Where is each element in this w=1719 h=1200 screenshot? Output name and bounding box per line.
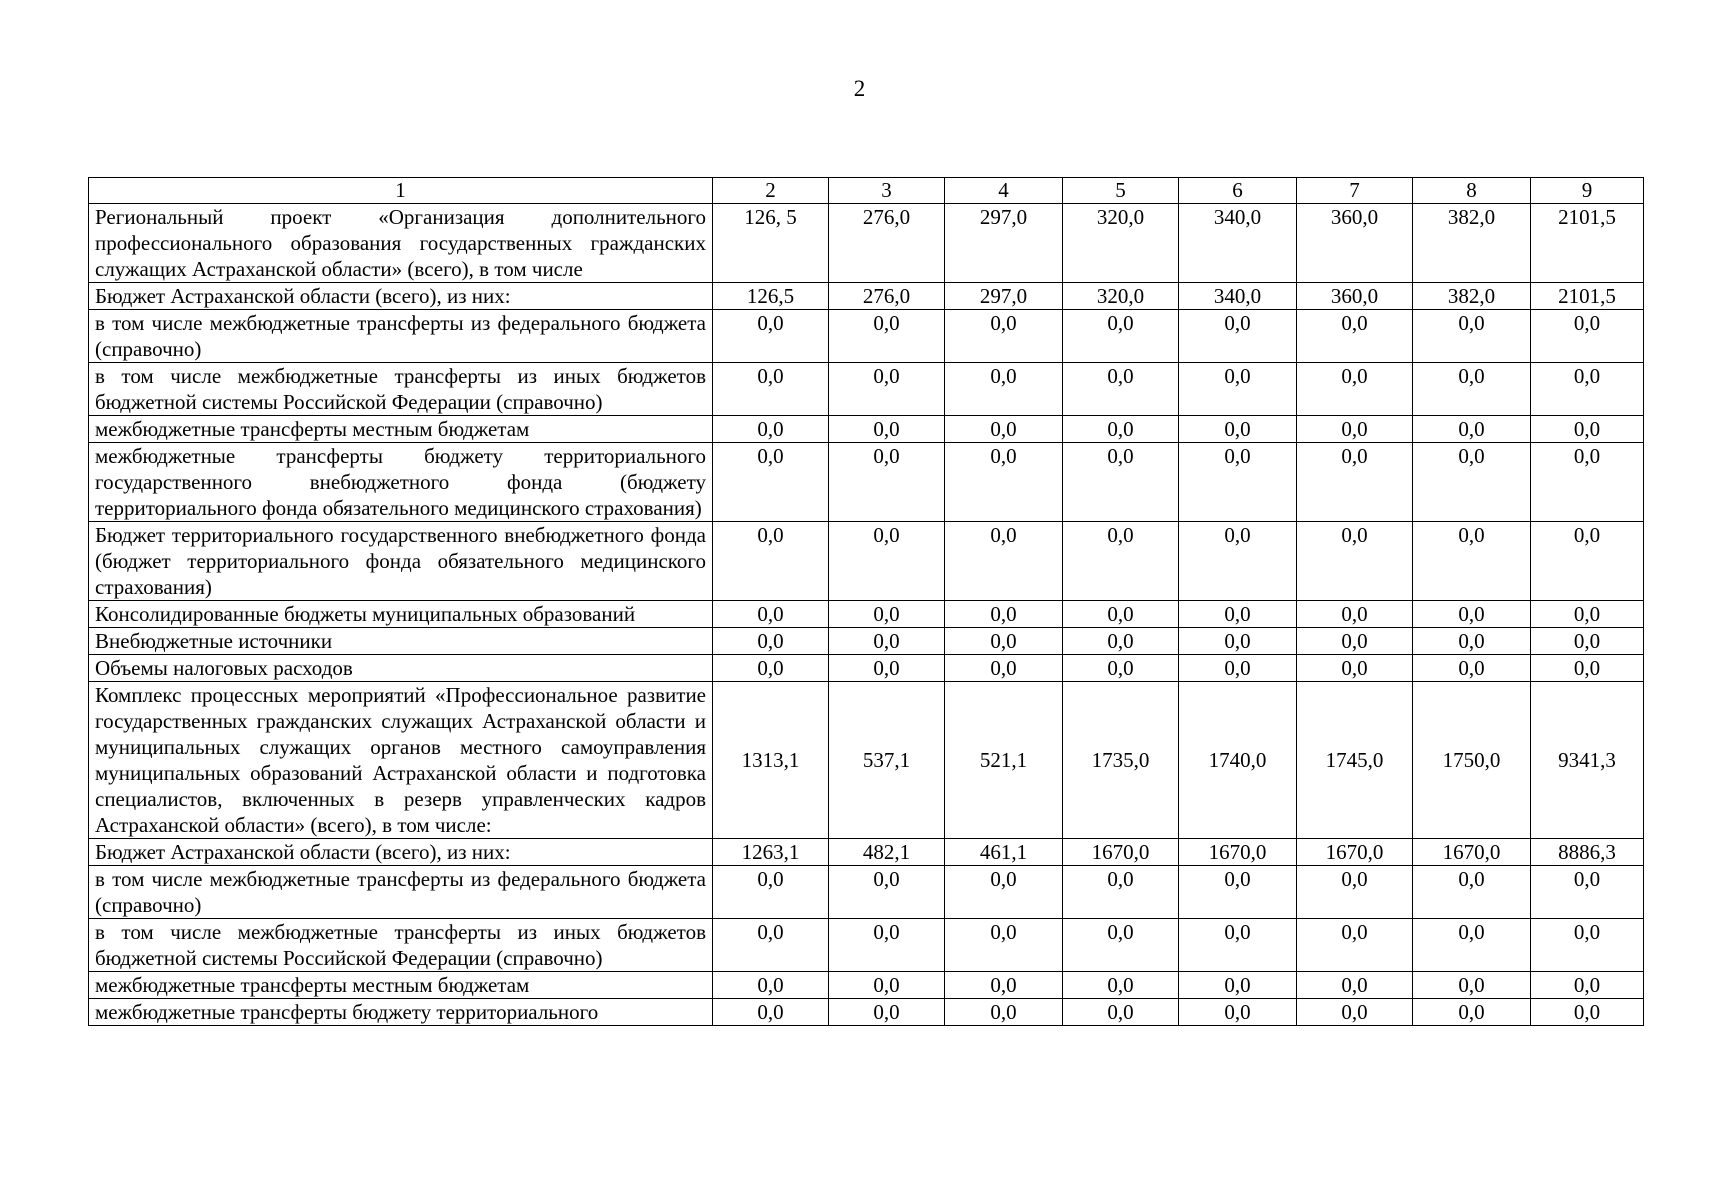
- row-label: межбюджетные трансферты бюджету территориального: [89, 999, 713, 1026]
- value-cell: 0,0: [1063, 999, 1179, 1026]
- row-label: Бюджет Астраханской области (всего), из них:: [89, 283, 713, 310]
- row-label: Комплекс процессных мероприятий «Профессиональное развитие государственных гражданских служащих Астраханской области и муниципальных служащих органов местного самоуправления муниципальных образований Астраханской области и подготовка специалистов, включенных в резерв управленческих кадров Астраханской области» (всего), в том числе:: [89, 682, 713, 839]
- table-row: [89, 601, 1644, 628]
- row-label: Бюджет Астраханской области (всего), из них:: [89, 839, 713, 866]
- table-row: [89, 363, 1644, 416]
- value-cell: 0,0: [1531, 443, 1644, 522]
- page-number: 2: [853, 76, 866, 101]
- value-cell: 126, 5: [713, 204, 829, 283]
- value-cell: 0,0: [1413, 999, 1531, 1026]
- value-cell: 0,0: [945, 999, 1063, 1026]
- value-cell: 0,0: [829, 363, 945, 416]
- value-cell: 1670,0: [1413, 839, 1531, 866]
- value-cell: 360,0: [1297, 204, 1413, 283]
- value-cell: 0,0: [1413, 522, 1531, 601]
- table-row: [89, 655, 1644, 682]
- column-header: 8: [1413, 178, 1531, 204]
- value-cell: 0,0: [945, 972, 1063, 999]
- value-cell: 0,0: [713, 363, 829, 416]
- value-cell: 0,0: [713, 972, 829, 999]
- value-cell: 320,0: [1063, 204, 1179, 283]
- value-cell: 0,0: [1297, 416, 1413, 443]
- value-cell: 0,0: [945, 628, 1063, 655]
- value-cell: 0,0: [1531, 628, 1644, 655]
- table-header-row: [89, 178, 1644, 204]
- column-header: 1: [89, 178, 713, 204]
- value-cell: 360,0: [1297, 283, 1413, 310]
- value-cell: 0,0: [829, 310, 945, 363]
- value-cell: 0,0: [1297, 363, 1413, 416]
- column-header: 3: [829, 178, 945, 204]
- value-cell: 1263,1: [713, 839, 829, 866]
- value-cell: 320,0: [1063, 283, 1179, 310]
- value-cell: 0,0: [1413, 655, 1531, 682]
- column-header: 6: [1179, 178, 1297, 204]
- value-cell: 0,0: [1531, 363, 1644, 416]
- value-cell: 276,0: [829, 204, 945, 283]
- table-row: [89, 839, 1644, 866]
- value-cell: 0,0: [1179, 628, 1297, 655]
- value-cell: 0,0: [829, 655, 945, 682]
- value-cell: 0,0: [1413, 443, 1531, 522]
- value-cell: 0,0: [1179, 522, 1297, 601]
- budget-table: [88, 177, 1644, 1026]
- value-cell: 0,0: [713, 628, 829, 655]
- value-cell: 0,0: [829, 522, 945, 601]
- value-cell: 340,0: [1179, 204, 1297, 283]
- value-cell: 382,0: [1413, 204, 1531, 283]
- row-label: Бюджет территориального государственного внебюджетного фонда (бюджет территориального фонда обязательного медицинского страхования): [89, 522, 713, 601]
- value-cell: 126,5: [713, 283, 829, 310]
- value-cell: 297,0: [945, 283, 1063, 310]
- value-cell: 0,0: [1297, 443, 1413, 522]
- value-cell: 0,0: [1179, 601, 1297, 628]
- value-cell: 276,0: [829, 283, 945, 310]
- value-cell: 0,0: [1531, 972, 1644, 999]
- value-cell: 0,0: [1531, 866, 1644, 919]
- value-cell: 0,0: [1063, 655, 1179, 682]
- row-label: Внебюджетные источники: [89, 628, 713, 655]
- value-cell: 0,0: [1297, 972, 1413, 999]
- value-cell: 0,0: [1531, 522, 1644, 601]
- row-label: Объемы налоговых расходов: [89, 655, 713, 682]
- value-cell: 1735,0: [1063, 682, 1179, 839]
- value-cell: 8886,3: [1531, 839, 1644, 866]
- value-cell: 0,0: [1179, 443, 1297, 522]
- value-cell: 0,0: [713, 522, 829, 601]
- value-cell: 0,0: [1413, 628, 1531, 655]
- row-label: в том числе межбюджетные трансферты из федерального бюджета (справочно): [89, 866, 713, 919]
- value-cell: 482,1: [829, 839, 945, 866]
- value-cell: 0,0: [1297, 601, 1413, 628]
- value-cell: 1750,0: [1413, 682, 1531, 839]
- value-cell: 1670,0: [1179, 839, 1297, 866]
- value-cell: 461,1: [945, 839, 1063, 866]
- value-cell: 0,0: [1297, 522, 1413, 601]
- value-cell: 0,0: [1413, 601, 1531, 628]
- value-cell: 0,0: [1179, 655, 1297, 682]
- value-cell: 0,0: [1413, 866, 1531, 919]
- table-row: [89, 682, 1644, 839]
- value-cell: 0,0: [1179, 919, 1297, 972]
- value-cell: 0,0: [1063, 919, 1179, 972]
- table-row: [89, 866, 1644, 919]
- row-label: в том числе межбюджетные трансферты из федерального бюджета (справочно): [89, 310, 713, 363]
- table-row: [89, 204, 1644, 283]
- value-cell: 0,0: [1297, 628, 1413, 655]
- table-row: [89, 416, 1644, 443]
- value-cell: 0,0: [1063, 628, 1179, 655]
- value-cell: 0,0: [1063, 866, 1179, 919]
- value-cell: 0,0: [829, 999, 945, 1026]
- value-cell: 0,0: [1297, 866, 1413, 919]
- value-cell: 0,0: [713, 310, 829, 363]
- table-row: [89, 628, 1644, 655]
- value-cell: 0,0: [1297, 999, 1413, 1026]
- value-cell: 0,0: [1531, 919, 1644, 972]
- value-cell: 0,0: [1531, 310, 1644, 363]
- row-label: Региональный проект «Организация дополнительного профессионального образования государственных гражданских служащих Астраханской области» (всего), в том числе: [89, 204, 713, 283]
- value-cell: 340,0: [1179, 283, 1297, 310]
- value-cell: 297,0: [945, 204, 1063, 283]
- value-cell: 0,0: [945, 522, 1063, 601]
- value-cell: 0,0: [1179, 999, 1297, 1026]
- column-header: 4: [945, 178, 1063, 204]
- value-cell: 0,0: [1063, 443, 1179, 522]
- value-cell: 0,0: [1179, 310, 1297, 363]
- table-row: [89, 283, 1644, 310]
- row-label: межбюджетные трансферты бюджету территориального государственного внебюджетного фонда (бюджету территориального фонда обязательного медицинского страхования): [89, 443, 713, 522]
- value-cell: 0,0: [713, 999, 829, 1026]
- value-cell: 0,0: [1179, 416, 1297, 443]
- value-cell: 2101,5: [1531, 283, 1644, 310]
- value-cell: 0,0: [1063, 310, 1179, 363]
- value-cell: 0,0: [945, 866, 1063, 919]
- value-cell: 382,0: [1413, 283, 1531, 310]
- value-cell: 9341,3: [1531, 682, 1644, 839]
- value-cell: 0,0: [1297, 919, 1413, 972]
- value-cell: 0,0: [945, 310, 1063, 363]
- value-cell: 0,0: [829, 443, 945, 522]
- value-cell: 0,0: [713, 919, 829, 972]
- column-header: 5: [1063, 178, 1179, 204]
- row-label: в том числе межбюджетные трансферты из иных бюджетов бюджетной системы Российской Федерации (справочно): [89, 363, 713, 416]
- row-label: Консолидированные бюджеты муниципальных образований: [89, 601, 713, 628]
- value-cell: 0,0: [1531, 999, 1644, 1026]
- value-cell: 0,0: [1063, 601, 1179, 628]
- value-cell: 1740,0: [1179, 682, 1297, 839]
- value-cell: 0,0: [1413, 416, 1531, 443]
- value-cell: 0,0: [945, 443, 1063, 522]
- table-row: [89, 919, 1644, 972]
- value-cell: 0,0: [945, 363, 1063, 416]
- value-cell: 0,0: [1063, 416, 1179, 443]
- value-cell: 0,0: [1063, 363, 1179, 416]
- value-cell: 0,0: [829, 601, 945, 628]
- row-label: межбюджетные трансферты местным бюджетам: [89, 972, 713, 999]
- column-header: 7: [1297, 178, 1413, 204]
- value-cell: 0,0: [713, 866, 829, 919]
- value-cell: 1670,0: [1297, 839, 1413, 866]
- table-row: [89, 972, 1644, 999]
- value-cell: 0,0: [945, 919, 1063, 972]
- value-cell: 0,0: [1063, 972, 1179, 999]
- value-cell: 521,1: [945, 682, 1063, 839]
- value-cell: 0,0: [1413, 363, 1531, 416]
- value-cell: 0,0: [1297, 310, 1413, 363]
- value-cell: 0,0: [829, 866, 945, 919]
- row-label: в том числе межбюджетные трансферты из иных бюджетов бюджетной системы Российской Федерации (справочно): [89, 919, 713, 972]
- column-header: 9: [1531, 178, 1644, 204]
- value-cell: 0,0: [945, 416, 1063, 443]
- value-cell: 0,0: [1297, 655, 1413, 682]
- value-cell: 0,0: [1413, 919, 1531, 972]
- value-cell: 0,0: [713, 655, 829, 682]
- value-cell: 0,0: [945, 655, 1063, 682]
- value-cell: 0,0: [1413, 972, 1531, 999]
- row-label: межбюджетные трансферты местным бюджетам: [89, 416, 713, 443]
- table-row: [89, 999, 1644, 1026]
- value-cell: 0,0: [1179, 866, 1297, 919]
- value-cell: 1313,1: [713, 682, 829, 839]
- value-cell: 0,0: [713, 416, 829, 443]
- table-row: [89, 522, 1644, 601]
- value-cell: 1745,0: [1297, 682, 1413, 839]
- value-cell: 0,0: [829, 628, 945, 655]
- value-cell: 0,0: [713, 443, 829, 522]
- table-row: [89, 443, 1644, 522]
- value-cell: 1670,0: [1063, 839, 1179, 866]
- value-cell: 2101,5: [1531, 204, 1644, 283]
- value-cell: 0,0: [945, 601, 1063, 628]
- value-cell: 0,0: [1063, 522, 1179, 601]
- value-cell: 0,0: [829, 919, 945, 972]
- value-cell: 0,0: [829, 416, 945, 443]
- table-row: [89, 310, 1644, 363]
- value-cell: 0,0: [1531, 655, 1644, 682]
- column-header: 2: [713, 178, 829, 204]
- value-cell: 0,0: [829, 972, 945, 999]
- value-cell: 0,0: [1179, 972, 1297, 999]
- value-cell: 0,0: [1531, 416, 1644, 443]
- value-cell: 0,0: [1413, 310, 1531, 363]
- value-cell: 0,0: [1531, 601, 1644, 628]
- value-cell: 0,0: [713, 601, 829, 628]
- value-cell: 0,0: [1179, 363, 1297, 416]
- value-cell: 537,1: [829, 682, 945, 839]
